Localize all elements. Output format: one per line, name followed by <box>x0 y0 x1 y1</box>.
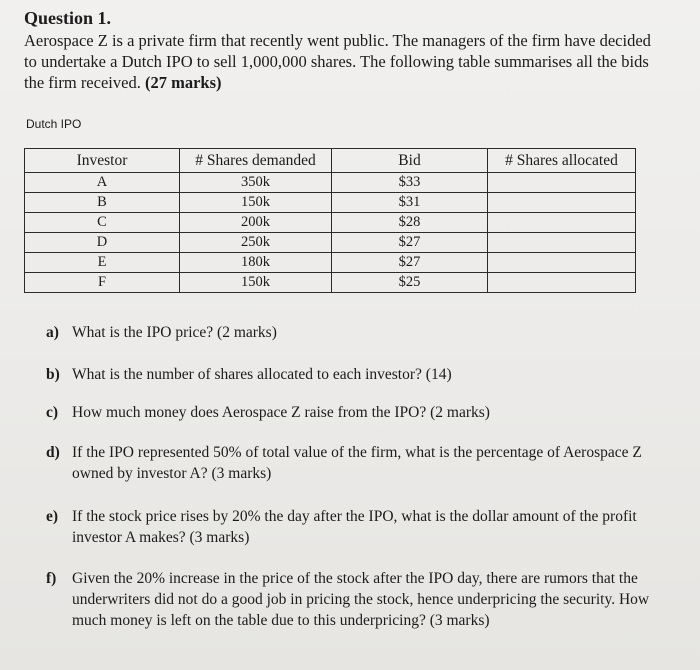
table-row <box>25 253 636 273</box>
cell-investor: C <box>25 213 180 233</box>
cell-investor: D <box>25 233 180 253</box>
cell-bid: $25 <box>332 273 488 293</box>
question-label: f) <box>46 570 57 587</box>
cell-investor: A <box>25 173 180 193</box>
cell-shares-demanded: 350k <box>180 173 332 193</box>
question-c <box>46 402 666 423</box>
question-a <box>46 322 666 343</box>
question-label: a) <box>46 324 59 341</box>
question-intro <box>24 30 664 93</box>
table-row <box>25 213 636 233</box>
question-label: e) <box>46 508 59 525</box>
cell-shares-demanded: 150k <box>180 193 332 213</box>
question-e <box>46 506 666 548</box>
question-text: If the stock price rises by 20% the day after the IPO, what is the dollar amount of the profit investor A makes? (3 marks) <box>72 508 637 546</box>
header-shares-allocated: # Shares allocated <box>488 149 636 173</box>
cell-shares-allocated <box>488 233 636 253</box>
question-text: How much money does Aerospace Z raise from the IPO? (2 marks) <box>72 404 490 421</box>
cell-shares-allocated <box>488 193 636 213</box>
table-row <box>25 173 636 193</box>
bids-table <box>24 148 636 293</box>
cell-bid: $28 <box>332 213 488 233</box>
header-bid: Bid <box>332 149 488 173</box>
question-label: b) <box>46 366 60 383</box>
cell-shares-allocated <box>488 173 636 193</box>
question-heading: Question 1. <box>24 8 112 28</box>
cell-shares-demanded: 200k <box>180 213 332 233</box>
cell-bid: $27 <box>332 233 488 253</box>
cell-shares-allocated <box>488 273 636 293</box>
question-text: What is the IPO price? (2 marks) <box>72 324 277 341</box>
cell-shares-demanded: 150k <box>180 273 332 293</box>
cell-shares-demanded: 250k <box>180 233 332 253</box>
question-text: If the IPO represented 50% of total value of the firm, what is the percentage of Aerospace Z owned by investor A? (3 marks) <box>72 444 642 482</box>
cell-bid: $33 <box>332 173 488 193</box>
cell-investor: F <box>25 273 180 293</box>
cell-bid: $27 <box>332 253 488 273</box>
table-header-row <box>25 149 636 173</box>
question-f <box>46 568 666 631</box>
intro-marks: (27 marks) <box>144 73 222 92</box>
table-label: Dutch IPO <box>26 117 82 131</box>
table-row <box>25 233 636 253</box>
question-b <box>46 364 666 385</box>
cell-shares-demanded: 180k <box>180 253 332 273</box>
intro-text: Aerospace Z is a private firm that recently went public. The managers of the firm have decided to undertake a Dutch IPO to sell 1,000,000 shares. The following table summarises all the bids the firm received. <box>24 31 651 92</box>
header-shares-demanded: # Shares demanded <box>180 149 332 173</box>
cell-shares-allocated <box>488 213 636 233</box>
cell-investor: E <box>25 253 180 273</box>
table-row <box>25 273 636 293</box>
question-d <box>46 442 666 484</box>
question-text: What is the number of shares allocated to each investor? (14) <box>72 366 452 383</box>
cell-investor: B <box>25 193 180 213</box>
question-text: Given the 20% increase in the price of the stock after the IPO day, there are rumors that the underwriters did not do a good job in pricing the stock, hence underpricing the security. How much money is left on the table due to this underpricing? (3 marks) <box>72 570 650 629</box>
header-investor: Investor <box>25 149 180 173</box>
question-label: d) <box>46 444 60 461</box>
cell-bid: $31 <box>332 193 488 213</box>
table-row <box>25 193 636 213</box>
cell-shares-allocated <box>488 253 636 273</box>
question-label: c) <box>46 404 59 421</box>
